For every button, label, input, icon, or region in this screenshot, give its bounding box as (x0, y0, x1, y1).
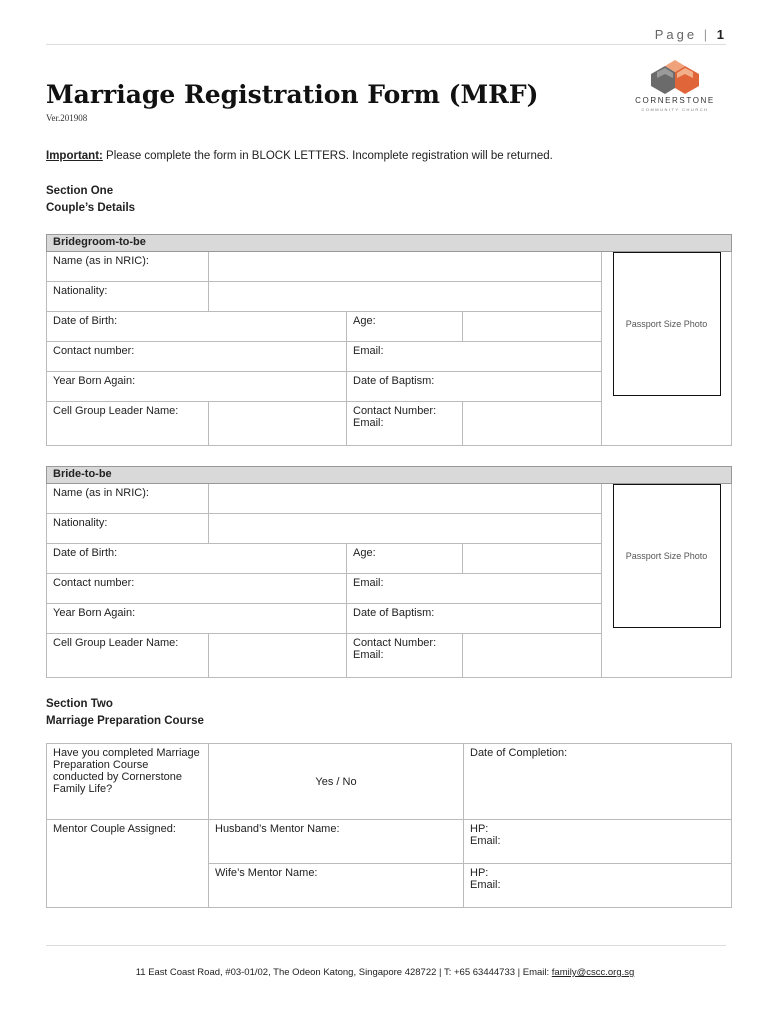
groom-born-again-label: Year Born Again: (53, 375, 136, 387)
logo-tagline: COMMUNITY CHURCH (641, 107, 709, 112)
section-two-title: Section Two (46, 698, 113, 710)
mentor-couple-label: Mentor Couple Assigned: (47, 820, 209, 908)
bride-contact-label: Contact number: (53, 577, 135, 589)
page-number-value: 1 (716, 27, 724, 42)
bride-leader-contact-field[interactable] (463, 634, 602, 678)
bride-nationality-label: Nationality: (47, 514, 209, 544)
section-one-heading (46, 183, 135, 217)
bride-email-label: Email: (353, 577, 384, 589)
groom-leader-contact-labels (347, 402, 463, 446)
groom-passport-photo-box[interactable] (613, 252, 721, 396)
section-one-title: Section One (46, 185, 114, 197)
bride-email-field[interactable] (347, 574, 602, 604)
footer-rule (46, 945, 726, 946)
bride-photo-cell (602, 484, 732, 678)
groom-born-again-field[interactable] (47, 372, 347, 402)
groom-details-table (46, 234, 732, 446)
page-number: Page | 1 (654, 27, 724, 42)
bride-baptism-label: Date of Baptism: (353, 607, 435, 619)
groom-age-field[interactable] (463, 312, 602, 342)
husband-mentor-contact-field[interactable] (464, 820, 732, 864)
course-yes-no-option[interactable]: Yes / No (209, 744, 464, 820)
bride-dob-label: Date of Birth: (53, 547, 118, 559)
groom-leader-contact-label: Contact Number: (353, 405, 437, 417)
logo-brand-text: CORNERSTONE (635, 96, 715, 105)
bride-name-field[interactable] (209, 484, 602, 514)
important-label: Important: (46, 150, 103, 162)
bride-leader-email-label: Email: (353, 649, 384, 661)
bride-passport-photo-box[interactable] (613, 484, 721, 628)
groom-photo-cell (602, 252, 732, 446)
course-question: Have you completed Marriage Preparation Course conducted by Cornerstone Family Life? (47, 744, 209, 820)
bride-leader-contact-labels (347, 634, 463, 678)
bride-born-again-label: Year Born Again: (53, 607, 136, 619)
bride-photo-label: Passport Size Photo (625, 551, 708, 561)
form-version: Ver.201908 (46, 113, 88, 123)
bride-age-label: Age: (347, 544, 463, 574)
footer-address: 11 East Coast Road, #03-01/02, The Odeon Katong, Singapore 428722 | T: +65 63444733 | Email: (135, 967, 552, 978)
husband-mentor-email-label: Email: (470, 835, 501, 847)
bride-age-field[interactable] (463, 544, 602, 574)
footer (0, 967, 770, 978)
bride-leader-contact-label: Contact Number: (353, 637, 437, 649)
bride-nationality-field[interactable] (209, 514, 602, 544)
groom-photo-label: Passport Size Photo (625, 319, 708, 329)
groom-name-label: Name (as in NRIC): (47, 252, 209, 282)
groom-nationality-label: Nationality: (47, 282, 209, 312)
groom-email-field[interactable] (347, 342, 602, 372)
groom-contact-field[interactable] (47, 342, 347, 372)
section-two-subtitle: Marriage Preparation Course (46, 715, 204, 727)
bride-cell-leader-field[interactable] (209, 634, 347, 678)
bride-baptism-field[interactable] (347, 604, 602, 634)
wife-mentor-field[interactable] (209, 864, 464, 908)
groom-nationality-field[interactable] (209, 282, 602, 312)
bride-cell-leader-label: Cell Group Leader Name: (47, 634, 209, 678)
husband-mentor-hp-label: HP: (470, 823, 489, 835)
groom-age-label: Age: (347, 312, 463, 342)
groom-email-label: Email: (353, 345, 384, 357)
course-table (46, 743, 732, 908)
footer-email-link[interactable]: family@cscc.org.sg (551, 967, 635, 978)
wife-mentor-label: Wife’s Mentor Name: (215, 867, 318, 879)
section-two-heading (46, 696, 204, 730)
church-logo (620, 60, 730, 112)
groom-dob-label: Date of Birth: (53, 315, 118, 327)
wife-mentor-contact-field[interactable] (464, 864, 732, 908)
section-one-subtitle: Couple’s Details (46, 202, 136, 214)
groom-leader-contact-field[interactable] (463, 402, 602, 446)
course-completion-label: Date of Completion: (470, 747, 568, 759)
husband-mentor-label: Husband’s Mentor Name: (215, 823, 340, 835)
bride-dob-field[interactable] (47, 544, 347, 574)
wife-mentor-email-label: Email: (470, 879, 501, 891)
header-rule (46, 44, 726, 45)
wife-mentor-hp-label: HP: (470, 867, 489, 879)
cornerstone-logo-icon (647, 60, 703, 94)
groom-baptism-field[interactable] (347, 372, 602, 402)
bride-contact-field[interactable] (47, 574, 347, 604)
groom-leader-email-label: Email: (353, 417, 384, 429)
groom-section-header: Bridegroom-to-be (47, 235, 732, 252)
important-note (46, 150, 553, 162)
form-title: Marriage Registration Form (MRF) (46, 80, 539, 109)
husband-mentor-field[interactable] (209, 820, 464, 864)
groom-cell-leader-label: Cell Group Leader Name: (47, 402, 209, 446)
bride-born-again-field[interactable] (47, 604, 347, 634)
page-label: Page (654, 27, 698, 42)
important-text: Please complete the form in BLOCK LETTERS. Incomplete registration will be returned. (102, 150, 553, 162)
groom-name-field[interactable] (209, 252, 602, 282)
groom-dob-field[interactable] (47, 312, 347, 342)
bride-section-header: Bride-to-be (47, 467, 732, 484)
groom-contact-label: Contact number: (53, 345, 135, 357)
groom-cell-leader-field[interactable] (209, 402, 347, 446)
bride-name-label: Name (as in NRIC): (47, 484, 209, 514)
course-completion-field[interactable] (464, 744, 732, 820)
bride-details-table (46, 466, 732, 678)
groom-baptism-label: Date of Baptism: (353, 375, 435, 387)
